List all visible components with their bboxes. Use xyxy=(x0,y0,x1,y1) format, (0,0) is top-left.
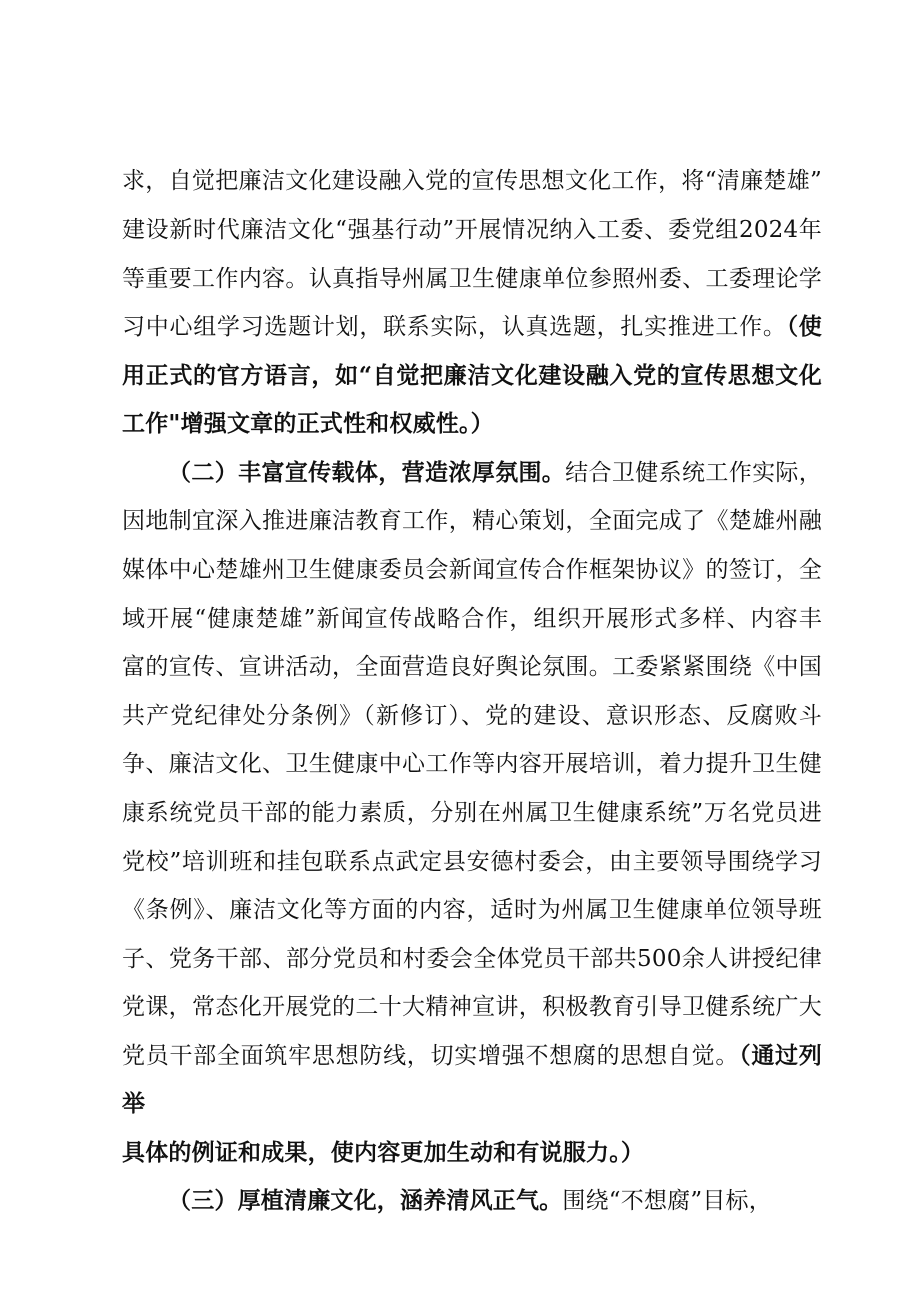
para1-line-4-text: 习中心组学习选题计划，联系实际，认真选题，扎实推进工作。 xyxy=(122,314,787,340)
para2-editor-note-start: （通过列 xyxy=(739,1042,822,1069)
para1-editor-note-line-1: 用正式的官方语言，如“自觉把廉洁文化建设融入党的宣传思想文化 xyxy=(122,362,822,389)
para2-line-8: 康系统党员干部的能力素质，分别在州属卫生健康系统”万名党员进 xyxy=(122,800,822,826)
para2-line-9: 党校”培训班和挂包联系点武定县安德村委会，由主要领导围绕学习 xyxy=(122,849,822,875)
para2-line-11: 子、党务干部、部分党员和村委会全体党员干部共500余人讲授纪律 xyxy=(122,946,822,972)
para2-line-13 xyxy=(122,1041,822,1071)
para1-editor-note-line-2: 工作"增强文章的正式性和权威性。） xyxy=(122,410,494,437)
para2-line-13-text: 党员干部全面筑牢思想防线，切实增强不想腐的思想自觉。 xyxy=(122,1043,740,1069)
para2-line-6: 共产党纪律处分条例》（新修订）、党的建设、意识形态、反腐败斗 xyxy=(122,703,822,729)
para3-heading: （三）厚植清廉文化，涵养清风正气。 xyxy=(168,1187,563,1214)
para1-editor-note-start: （使 xyxy=(786,313,822,340)
para2-line-3: 媒体中心楚雄州卫生健康委员会新闻宣传合作框架协议》的签订，全 xyxy=(122,557,822,583)
para2-line-1-text: 结合卫健系统工作实际， xyxy=(565,460,822,486)
para3-line-1-text: 围绕“不想腐”目标， xyxy=(562,1188,772,1214)
para2-line-5: 富的宣传、宣讲活动，全面营造良好舆论氛围。工委紧紧围绕《中国 xyxy=(122,654,822,680)
para2-line-1 xyxy=(168,458,822,488)
para2-editor-note-line-1: 举 xyxy=(122,1090,146,1117)
para2-line-12: 党课，常态化开展党的二十大精神宣讲，积极教育引导卫健系统广大 xyxy=(122,994,822,1020)
para2-heading: （二）丰富宣传载体，营造浓厚氛围。 xyxy=(168,459,566,486)
para3-line-1 xyxy=(168,1186,822,1216)
para1-line-3: 等重要工作内容。认真指导州属卫生健康单位参照州委、工委理论学 xyxy=(122,266,822,292)
para1-line-4 xyxy=(122,312,822,342)
para1-line-1: 求，自觉把廉洁文化建设融入党的宣传思想文化工作，将“清廉楚雄” xyxy=(122,168,822,194)
para1-line-2: 建设新时代廉洁文化“强基行动”开展情况纳入工委、委党组2024年 xyxy=(122,217,822,243)
para2-line-4: 域开展“健康楚雄”新闻宣传战略合作，组织开展形式多样、内容丰 xyxy=(122,606,822,632)
para2-line-7: 争、廉洁文化、卫生健康中心工作等内容开展培训，着力提升卫生健 xyxy=(122,751,822,777)
para2-line-2: 因地制宜深入推进廉洁教育工作，精心策划，全面完成了《楚雄州融 xyxy=(122,508,822,534)
para2-editor-note-line-2: 具体的例证和成果，使内容更加生动和有说服力。） xyxy=(122,1139,645,1166)
para2-line-10: 《条例》、廉洁文化等方面的内容，适时为州属卫生健康单位领导班 xyxy=(122,897,822,923)
